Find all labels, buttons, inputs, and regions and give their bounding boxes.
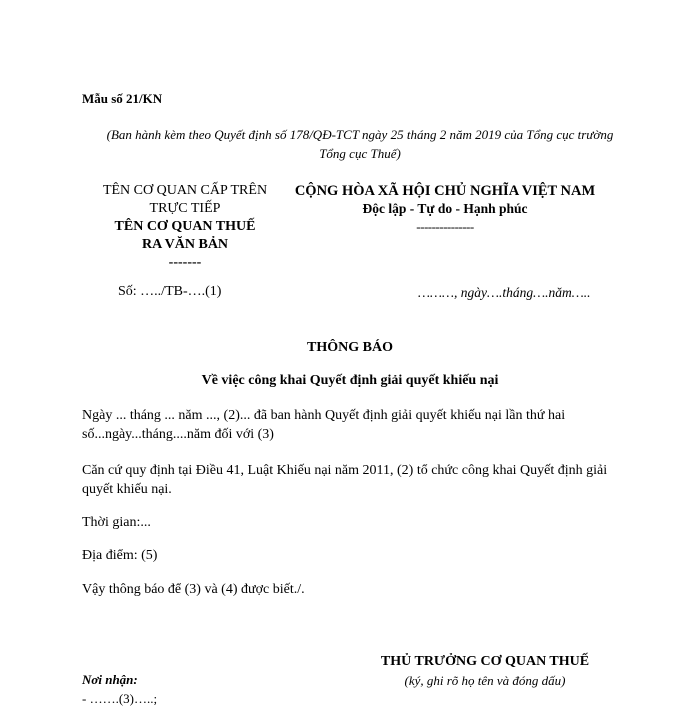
agency-name-line1: TÊN CƠ QUAN THUẾ [114,219,256,234]
paragraph-location: Địa điểm: (5) [82,548,158,563]
national-motto: Độc lập - Tự do - Hạnh phúc [362,201,528,216]
form-code: Mẫu số 21/KN [82,91,163,106]
agency-name-line2: RA VĂN BẢN [141,237,229,252]
paragraph-decision: Ngày ... tháng ... năm ..., (2)... đã ban hành Quyết định giải quyết khiếu nại lần thứ hai số...ngày...tháng....năm đối với (3) [82,408,566,442]
superior-agency-line2: TRỰC TIẾP [149,201,221,216]
superior-agency-line1: TÊN CƠ QUAN CẤP TRÊN [102,183,268,198]
agency-block [70,182,300,272]
recipient-item: - …….(3)…..; [82,691,158,706]
recipients-block [82,670,157,708]
agency-separator: ------- [168,255,202,270]
nation-block [270,182,620,236]
signer-note: (ký, ghi rõ họ tên và đóng dấu) [404,673,566,688]
paragraph-time: Thời gian:... [82,515,151,530]
notice-subject: Về việc công khai Quyết định giải quyết khiếu nại [201,373,499,388]
document-number: Số: …../TB-….(1) [118,284,222,299]
notice-title: THÔNG BÁO [307,340,393,355]
nation-separator: --------------- [416,219,474,234]
paragraph-closing: Vậy thông báo để (3) và (4) được biết./. [82,582,305,597]
signer-block [330,652,640,690]
nation-title: CỘNG HÒA XÃ HỘI CHỦ NGHĨA VIỆT NAM [294,183,596,199]
recipients-label: Nơi nhận: [82,672,138,687]
signer-title: THỦ TRƯỞNG CƠ QUAN THUẾ [380,654,590,669]
place-date: ………, ngày….tháng….năm….. [418,285,591,300]
paragraph-legal-basis: Căn cứ quy định tại Điều 41, Luật Khiếu nại năm 2011, (2) tổ chức công khai Quyết định giải quyết khiếu nại. [82,463,608,497]
issued-by-note: (Ban hành kèm theo Quyết định số 178/QĐ-TCT ngày 25 tháng 2 năm 2019 của Tổng cục trường Tổng cục Thuế) [106,127,614,161]
